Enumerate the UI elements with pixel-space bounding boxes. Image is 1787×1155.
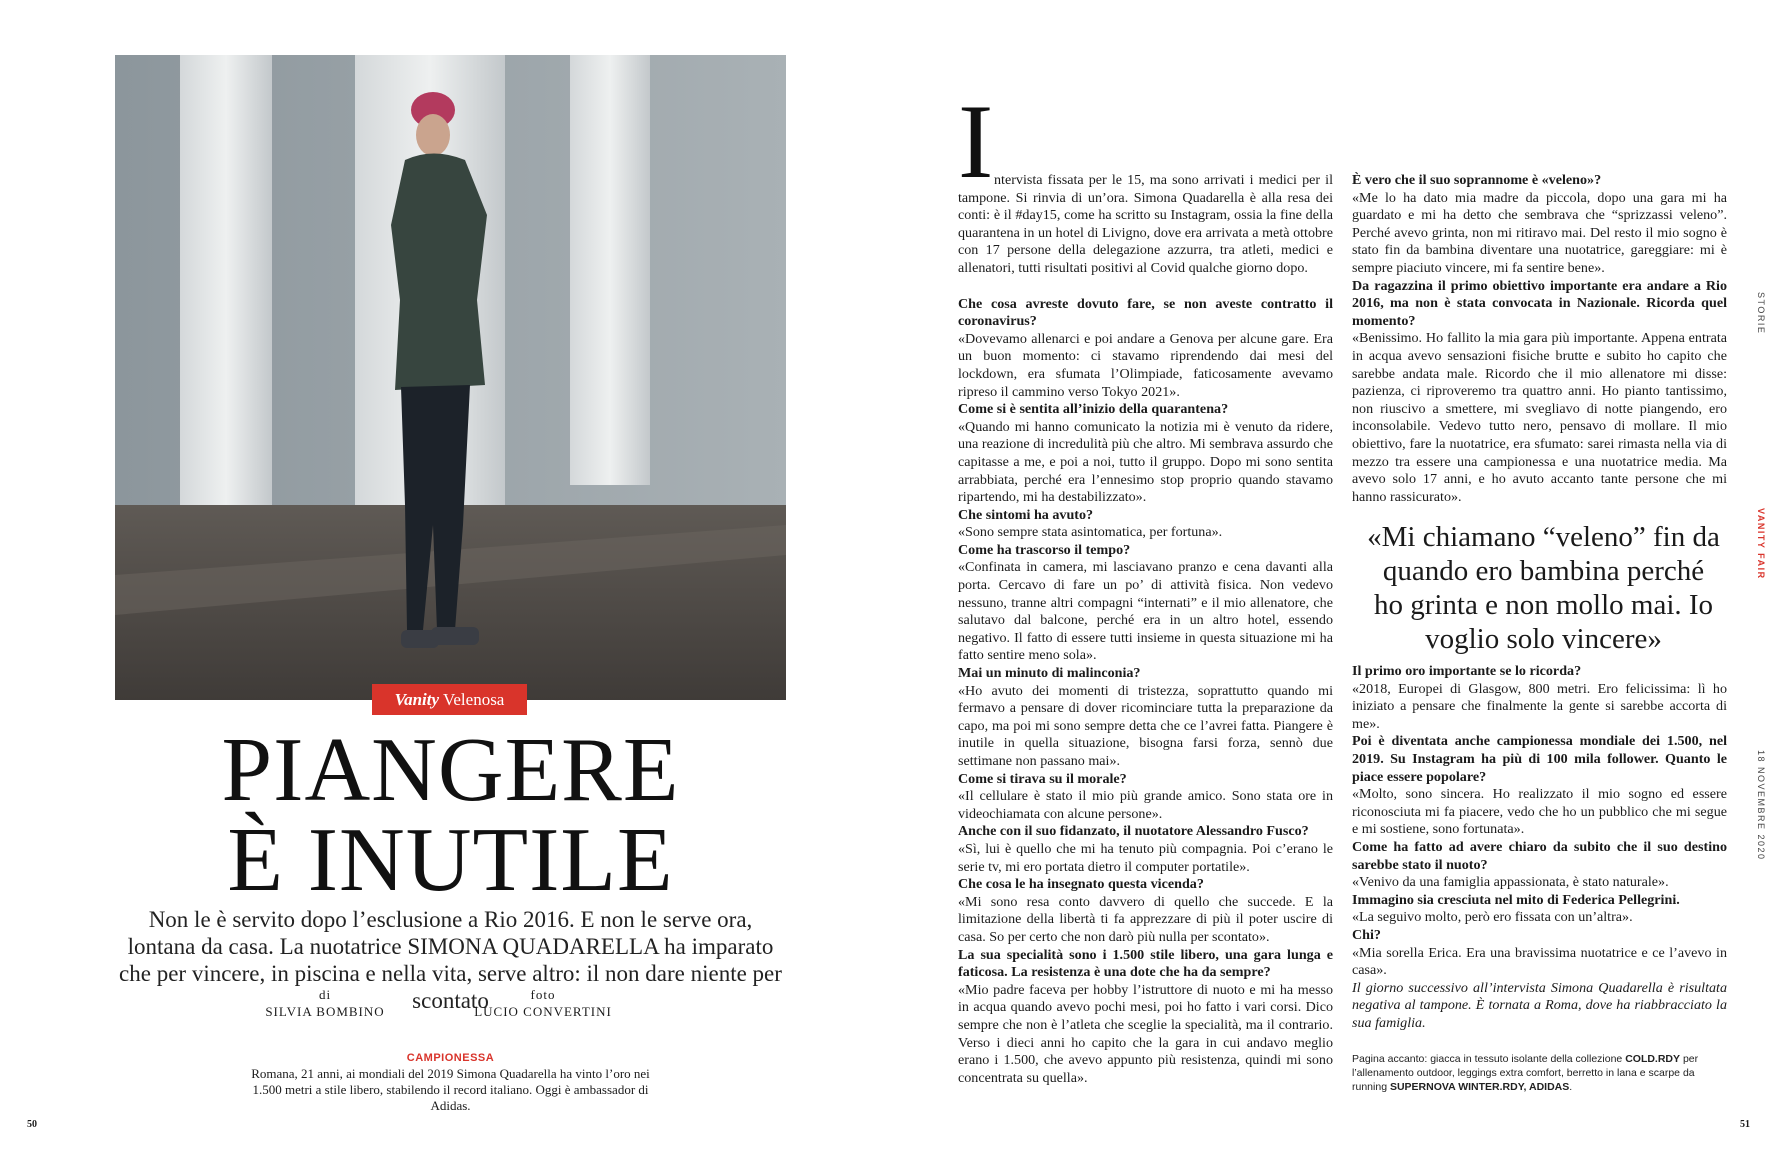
author-name: SILVIA BOMBINO [265, 1004, 385, 1019]
interview-answer: «Dovevamo allenarci e poi andare a Genova per alcune gare. Era un buon momento: ci stavamo riprendendo dai mesi del lockdown, era sfumata l’Olimpiade, faticosamente avevamo ripreso il cammino verso Tokyo 2021». [958, 330, 1333, 400]
section-label: STORIE [1756, 292, 1766, 335]
interview-answer: «Benissimo. Ho fallito la mia gara più importante. Appena entrata in acqua avevo sensazioni fisiche brutte e subito ho capito che sarebbe andata male. Ricordo che il mio allenatore mi disse: pazienza, ci riproveremo tra quattro anni. Ho pianto tantissimo, non riuscivo a smettere, mi svegliavo di notte piangendo, ero inconsolabile. Vedevo tutto nero, pensavo di mollare. Il mio obiettivo, fare la nuotatrice, era sfumato: sarei rimasta nella via di mezzo tra essere una campionessa e una nuotatrice media. Ma avevo solo 17 anni, e ho avuto accanto tante persone che mi hanno rassicurato». [1352, 330, 1727, 505]
interview-answer: «Sì, lui è quello che mi ha tenuto più compagnia. Poi c’erano le serie tv, mi ero portata dietro il computer portatile». [958, 840, 1333, 875]
photographer-role: foto [530, 987, 556, 1002]
interview-question: Che cosa avreste dovuto fare, se non aveste contratto il coronavirus? [958, 295, 1333, 330]
interview-answer: «Mio padre faceva per hobby l’istruttore di nuoto e mi ha messo in acqua quando avevo pochi mesi, poi ho fatto i vari corsi. Dico sempre che non è l’atleta che sceglie la specialità, ma il contrario. Verso i dieci anni ho capito che la gara in cui andavo meglio erano i 1.500, che avevo appunto più resistenza, quindi mi sono concentrata su quella». [958, 981, 1333, 1086]
fashion-credit-text-2: per l’allenamento outdoor, leggings extra comfort, berretto in lana e scarpe da running [1352, 1053, 1699, 1093]
interview-answer: «Confinata in camera, mi lasciavano pranzo e cena davanti alla porta. Cercavo di fare un po’ di attività fisica. Non vedevo nessuno, tranne altri compagni “internati” e il mio allenatore, che salutavo dal balcone, perché era in un altro hotel, essendo negativo. Il fatto di essere tutti insieme in questa situazione mi ha fatto sentire meno sola». [958, 559, 1333, 664]
badge-rest: Velenosa [442, 690, 505, 709]
fashion-credit [1352, 1052, 1727, 1094]
interview-answer: «Mia sorella Erica. Era una bravissima nuotatrice e ce l’avevo in casa». [1352, 944, 1727, 979]
interview-answer: «2018, Europei di Glasgow, 800 metri. Ero felicissima: lì ho iniziato a pensare che finalmente la gente si sarebbe accorta di me». [1352, 680, 1727, 732]
interview-answer: «Ho avuto dei momenti di tristezza, soprattutto quando mi fermavo a pensare di dover ricominciare tutta la preparazione da capo, ma poi mi sono sempre detta che ce l’avrei fatta. Piangere è inutile in quella situazione, bisogna farsi forza, sennò due settimane non passano mai». [958, 682, 1333, 769]
intro-paragraph: ntervista fissata per le 15, ma sono arrivati i medici per il tampone. Si rinvia di un’ora. Simona Quadarella è alla resa dei conti: è il #day15, come ha scritto su Instagram, ossia la fine della quarantena in un hotel di Livigno, dove era arrivata a metà ottobre con 17 persone della delegazione azzurra, tra atleti, medici e allenatori, tutti risultati positivi al Covid qualche giorno dopo. [958, 172, 1333, 276]
qa-list-2b [1352, 663, 1727, 980]
photographer-name: LUCIO CONVERTINI [474, 1004, 612, 1019]
interview-question: Il primo oro importante se lo ricorda? [1352, 663, 1582, 679]
magazine-label: VANITY FAIR [1756, 508, 1766, 580]
interview-answer: «Molto, sono sincera. Ho realizzato il mio sogno ed essere riconosciuta mi fa piacere, vedo che ho un pubblico che mi segue e mi sostiene, sono fortunata». [1352, 786, 1727, 838]
author-credit [200, 986, 450, 1020]
headline-line2: È INUTILE [227, 809, 674, 910]
qa-list-1 [958, 296, 1333, 1088]
subhead: Non le è servito dopo l’esclusione a Rio 2016. E non le serve ora, lontana da casa. La nuotatrice SIMONA QUADARELLA ha imparato che per vincere, in piscina e nella vita, serve altro: il non dare niente per scontato [119, 907, 782, 1013]
interview-question: Che cosa le ha insegnato questa vicenda? [958, 876, 1204, 893]
interview-question: Come ha fatto ad avere chiaro da subito che il suo destino sarebbe stato il nuoto? [1352, 838, 1727, 873]
interview-answer: «La seguivo molto, però ero fissata con un’altra». [1352, 909, 1633, 926]
photo-caption [115, 1050, 786, 1114]
fashion-credit-brand-1: COLD.RDY [1625, 1053, 1681, 1065]
interview-answer: «Mi sono resa conto davvero di quello che succede. E la limitazione della libertà ti fa apprezzare di più il poter uscire di casa. So per certo che non darò più nulla per scontato». [958, 893, 1333, 945]
section-badge [372, 684, 527, 715]
article-column-2 [1352, 172, 1727, 506]
interview-answer: «Sono sempre stata asintomatica, per fortuna». [958, 524, 1223, 541]
cover-photo [115, 55, 786, 700]
interview-question: Come si è sentita all’inizio della quarantena? [958, 401, 1229, 418]
caption-title: CAMPIONESSA [406, 1052, 495, 1064]
caption-text: Romana, 21 anni, ai mondiali del 2019 Simona Quadarella ha vinto l’oro nei 1.500 metri a stile libero, stabilendo il record italiano. Oggi è ambassador di Adidas. [251, 1066, 650, 1113]
interview-question: La sua specialità sono i 1.500 stile libero, una gara lunga e faticosa. La resistenza è una dote che ha da sempre? [958, 946, 1333, 981]
author-role: di [318, 987, 332, 1002]
badge-italic: Vanity [394, 690, 440, 709]
interview-question: Mai un minuto di malinconia? [958, 665, 1141, 682]
issue-date: 18 NOVEMBRE 2020 [1756, 750, 1766, 861]
interview-question: Come ha trascorso il tempo? [958, 541, 1131, 558]
fashion-credit-brand-2: SUPERNOVA WINTER.RDY, ADIDAS [1389, 1081, 1570, 1093]
article-column-1 [958, 172, 1333, 1087]
interview-answer: «Me lo ha dato mia madre da piccola, dopo una gara mi ha guardato e mi ha detto che sembrava che “sprizzassi veleno”. Perché avevo grinta, non mi ritiravo mai. Del resto il mio sogno è stato fin da bambina diventare una nuotatrice, gareggiare: mi è sempre piaciuto vincere, mi fa sentire bene». [1352, 189, 1727, 276]
fashion-credit-text-1: Pagina accanto: giacca in tessuto isolante della collezione [1352, 1053, 1623, 1065]
headline-line1: PIANGERE [221, 719, 680, 820]
interview-answer: «Venivo da una famiglia appassionata, è stato naturale». [1352, 874, 1669, 891]
closing-note: Il giorno successivo all’intervista Simona Quadarella è risultata negativa al tampone. È tornata a Roma, dove ha riabbracciato la sua famiglia. [1352, 979, 1727, 1031]
qa-list-2a [1352, 172, 1727, 506]
interview-question: Chi? [1352, 926, 1381, 943]
pull-quote: «Mi chiamano “veleno” fin da quando ero bambina perché ho grinta e non mollo mai. Io voglio solo vincere» [1367, 521, 1720, 655]
page-number-right: 51 [1740, 1119, 1750, 1130]
interview-answer: «Il cellulare è stato il mio più grande amico. Sono stata ore in videochiamata con alcune persone». [958, 788, 1333, 822]
interview-question: È vero che il suo soprannome è «veleno»? [1352, 172, 1602, 188]
interview-question: Da ragazzina il primo obiettivo importante era andare a Rio 2016, ma non è stata convocata in Nazionale. Ricorda quel momento? [1352, 277, 1727, 329]
drop-cap: I [958, 83, 994, 200]
interview-answer: «Quando mi hanno comunicato la notizia mi è venuto da ridere, una reazione di incredulità più che altro. Mi sembrava assurdo che capitasse a me, e poi a noi, tutto il gruppo. Dopo mi sono sentita arrabbiata, perché era l’ennesimo stop proprio quando stavamo ripartendo, mi ha destabilizzato». [958, 418, 1333, 506]
interview-question: Poi è diventata anche campionessa mondiale dei 1.500, nel 2019. Su Instagram ha più di 100 mila follower. Quanto le piace essere popolare? [1352, 733, 1727, 785]
interview-question: Anche con il suo fidanzato, il nuotatore Alessandro Fusco? [958, 823, 1309, 840]
interview-question: Come si tirava su il morale? [958, 770, 1127, 787]
interview-question: Che sintomi ha avuto? [958, 506, 1094, 523]
fashion-credit-end: . [1569, 1081, 1573, 1093]
photo-credit-byline [418, 986, 668, 1020]
interview-question: Immagino sia cresciuta nel mito di Federica Pellegrini. [1352, 891, 1680, 908]
page-number-left: 50 [27, 1119, 37, 1130]
headline [115, 719, 786, 910]
article-column-2-bottom [1352, 663, 1727, 1032]
